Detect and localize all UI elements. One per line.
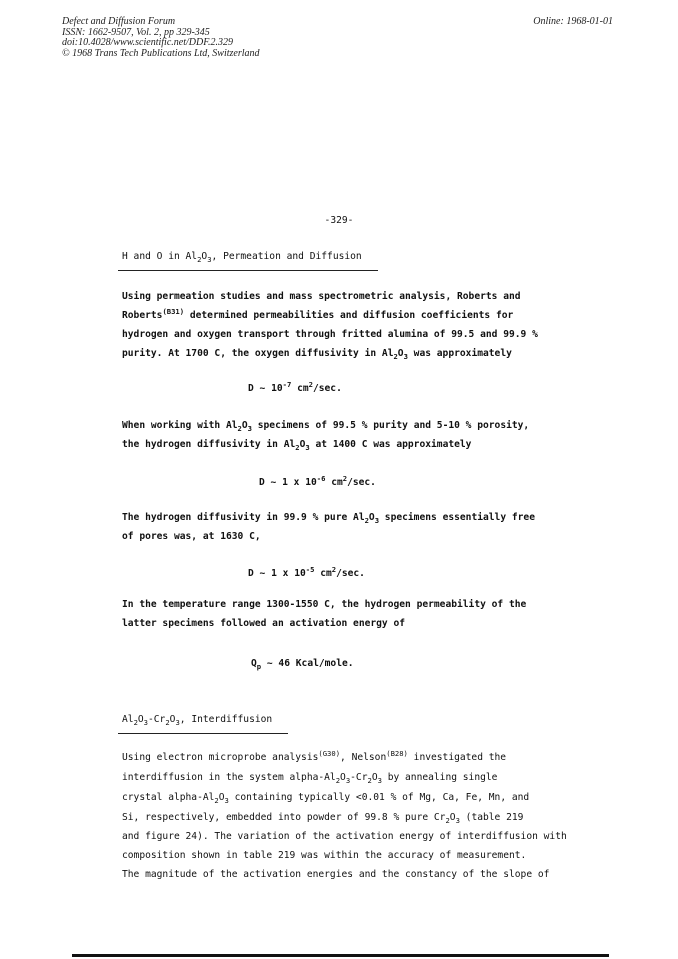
subscript: 3 [377,775,382,785]
para4-line2: latter specimens followed an activation energy of [122,618,406,629]
subscript: 2 [295,442,300,452]
copyright-line: © 1968 Trans Tech Publications Ltd, Switzerland [62,47,260,59]
heading-sub: 3 [207,254,212,264]
subscript: 2 [237,423,242,433]
text: -Cr [350,772,368,783]
text: by annealing single [381,772,498,783]
para4-line1: In the temperature range 1300-1550 C, the hydrogen permeability of the [122,599,527,610]
para2-line1 [122,420,529,431]
text: containing typically <0.01 % of Mg, Ca, Fe, Mn, and [228,792,530,803]
text: O [449,812,456,823]
equation-4 [251,658,354,669]
section-heading-interdiffusion [122,714,272,725]
para1-line3: hydrogen and oxygen transport through fritted alumina of 99.5 and 99.9 % [122,329,538,340]
heading-text: Al [122,714,134,725]
heading-text: O [169,714,176,725]
exponent: 2 [308,379,313,389]
doi-line: doi:10.4028/www.scientific.net/DDF.2.329 [62,37,234,48]
subscript: 2 [214,795,219,805]
text: Si, respectively, embedded into powder of 99.8 % pure Cr [122,812,446,823]
text: O [299,439,306,450]
text: purity. At 1700 C, the oxygen diffusivity in Al [122,348,394,359]
text: specimens of 99.5 % purity and 5-10 % porosity, [251,420,530,431]
equation-1 [248,379,342,394]
subscript: 3 [403,351,408,361]
journal-name: Defect and Diffusion Forum [62,16,176,27]
journal-header [62,17,260,59]
heading-sub: 2 [197,254,202,264]
heading-text: , Permeation and Diffusion [211,251,362,262]
exponent: 2 [342,473,348,483]
s2-line6: composition shown in table 219 was within the accuracy of measurement. [122,850,527,861]
para1-line4 [122,348,512,359]
text: D ~ 1 x 10 [248,568,306,579]
subscript: 3 [345,775,351,785]
heading-text: -Cr [148,714,166,725]
heading-text: H and O in Al [122,251,198,262]
online-date-text: Online: 1968-01-01 [533,16,613,27]
text: interdiffusion in the system alpha-Al [122,772,336,783]
heading-text: O [201,251,208,262]
para1-line1: Using permeation studies and mass spectrometric analysis, Roberts and [122,291,521,302]
exponent: -6 [316,473,326,483]
section-heading-h-o [122,251,362,262]
heading-text: , Interdiffusion [179,714,273,725]
text: O [368,512,375,523]
text: D ~ 1 x 10 [259,477,317,488]
text: Q [251,658,257,669]
text: the hydrogen diffusivity in Al [122,439,296,450]
equation-3 [248,564,365,579]
subscript: 2 [335,775,341,785]
text: /sec. [312,383,342,394]
text: at 1400 C was approximately [309,439,472,450]
heading-sub: 3 [175,717,180,727]
s2-line2 [122,772,497,783]
exponent: -5 [305,564,315,574]
exponent: -7 [282,379,292,389]
citation-ref: (B31) [162,306,185,316]
subscript: 2 [367,775,372,785]
para3-line2: of pores was, at 1630 C, [122,531,261,542]
text: , Nelson [340,752,387,763]
text: O [340,772,346,783]
page-number: -329- [324,215,354,226]
text: cm [314,568,332,579]
text: O [371,772,378,783]
text: Roberts [122,310,163,321]
text: specimens essentially free [379,512,535,523]
subscript: 2 [445,815,450,825]
para1-line2 [122,306,514,321]
text: /sec. [336,568,365,579]
text: crystal alpha-Al [122,792,215,803]
exponent: 2 [331,564,337,574]
text: Using electron microprobe analysis [122,752,319,763]
text: was approximately [407,348,512,359]
text: /sec. [347,477,376,488]
text: O [397,348,404,359]
para3-line1 [122,512,535,523]
text: D ~ 10 [248,383,283,394]
heading-rule [118,733,288,734]
subscript: p [256,661,262,671]
s2-line7: The magnitude of the activation energies and the constancy of the slope of [122,869,550,880]
online-date [533,17,613,28]
s2-line1 [122,748,507,763]
heading-rule [118,270,378,271]
citation-ref: (G30) [318,748,341,758]
subscript: 3 [374,515,380,525]
subscript: 3 [455,815,460,825]
text: The hydrogen diffusivity in 99.9 % pure Al [122,512,365,523]
s2-line4 [122,812,523,823]
text: investigated the [407,752,507,763]
heading-text: O [137,714,144,725]
subscript: 3 [247,423,252,433]
text: O [241,420,248,431]
text: cm [291,383,309,394]
text: determined permeabilities and diffusion coefficients for [184,310,514,321]
subscript: 2 [393,351,398,361]
para2-line2 [122,439,471,450]
text: (table 219 [459,812,524,823]
text: When working with Al [122,420,238,431]
s2-line3 [122,792,529,803]
subscript: 3 [305,442,310,452]
citation-ref: (B28) [386,748,408,758]
equation-2 [259,473,376,488]
issn-line: ISSN: 1662-9507, Vol. 2, pp 329-345 [62,26,210,38]
heading-sub: 2 [165,717,170,727]
text: ~ 46 Kcal/mole. [261,658,354,669]
text: O [218,792,225,803]
page-bottom-rule [72,954,609,957]
text: cm [325,477,343,488]
subscript: 3 [224,795,229,805]
subscript: 2 [364,515,369,525]
heading-sub: 3 [143,717,148,727]
heading-sub: 2 [133,717,138,727]
s2-line5: and figure 24). The variation of the activation energy of interdiffusion with [122,831,567,842]
